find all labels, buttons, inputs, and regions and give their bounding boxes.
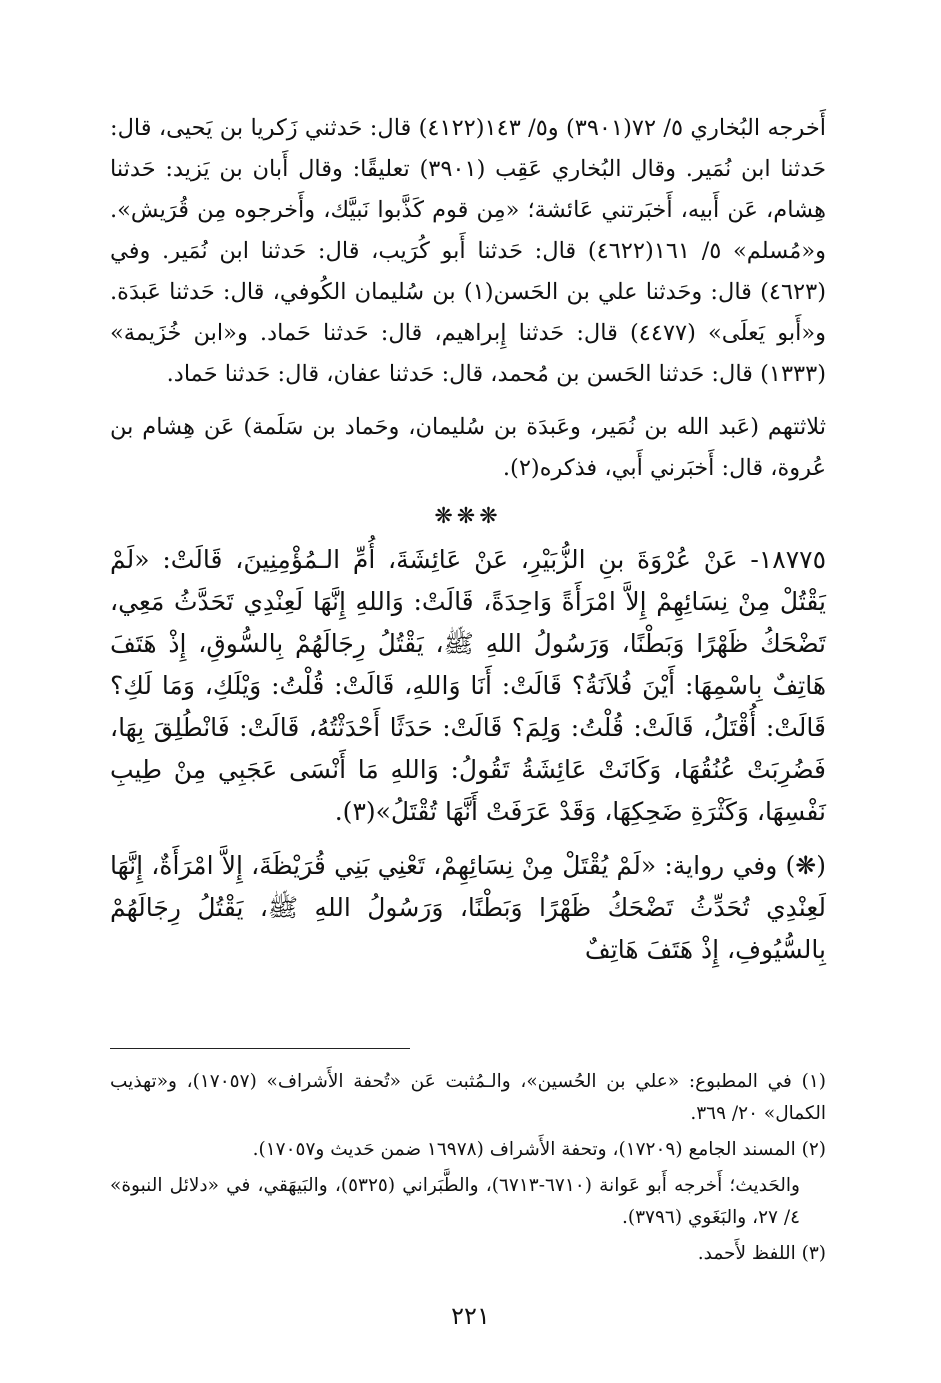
footnote-3: (٣) اللفظ لأَحمد. [697, 1243, 826, 1264]
footnote-divider [110, 1048, 410, 1049]
takhrij-section [110, 108, 826, 489]
footnotes [110, 1066, 826, 1270]
hadith-riwaya: (❋) وفي رواية: «لَمْ يُقْتَلْ مِنْ نِسَائِهِمْ، تَعْنِي بَنِي قُرَيْظَةَ، إِلاَّ امْرَأَةٌ، إِنَّهَا لَعِنْدِي تُحَدِّثُ تَضْحَكُ ظَهْرًا وَبَطْنًا، وَرَسُولُ اللهِ ﷺ، يَقْتُلُ رِجَالَهُمْ بِالسُّيُوفِ، إِذْ هَتَفَ هَاتِفٌ [110, 851, 826, 964]
footnote-2: (٢) المسند الجامع (١٧٢٠٩)، وتحفة الأَشراف (١٦٩٧٨ ضمن حَديث و١٧٠٥٧). [252, 1139, 826, 1160]
hadith-text: ١٨٧٧٥- عَنْ عُرْوَةَ بنِ الزُّبَيْرِ، عَنْ عَائِشَةَ، أُمِّ الـمُؤْمِنِينَ، قَالَتْ: «لَمْ يَقْتُلْ مِنْ نِسَائِهِمْ إِلاَّ امْرَأَةً وَاحِدَةً، قَالَتْ: وَاللهِ إِنَّهَا لَعِنْدِي تَحَدَّثُ مَعِي، تَضْحَكُ ظَهْرًا وَبَطْنًا، وَرَسُولُ اللهِ ﷺ، يَقْتُلُ رِجَالَهُمْ بِالسُّوقِ، إِذْ هَتَفَ هَاتِفٌ بِاسْمِهَا: أَيْنَ فُلاَنَةُ؟ قَالَتْ: أَنَا وَاللهِ، قَالَتْ: قُلْتُ: وَيْلَكِ، وَمَا لَكِ؟ قَالَتْ: أُقْتَلُ، قَالَتْ: قُلْتُ: وَلِمَ؟ قَالَتْ: حَدَثًا أَحْدَثْتُهُ، قَالَتْ: فَانْطُلِقَ بِهَا، فَضُرِبَتْ عُنُقُهَا، وَكَانَتْ عَائِشَةُ تَقُولُ: وَاللهِ مَا أَنْسَى عَجَبِي مِنْ طِيبِ نَفْسِهَا، وَكَثْرَةِ ضَحِكِهَا، وَقَدْ عَرَفَتْ أَنَّهَا تُقْتَلُ»(٣). [110, 545, 827, 826]
section-separator: ❋❋❋ [434, 504, 502, 529]
page-content [110, 108, 826, 971]
footnote-2-continued: والحَديث؛ أَخرجه أَبو عَوانة (٦٧١٠-٦٧١٣)، والطَّبَراني (٥٣٢٥)، والبَيهَقي، في «دلائل النبوة» ٤/ ٢٧، والبَغَوي (٣٧٩٦). [110, 1175, 800, 1228]
hadith-section [110, 539, 826, 971]
page-number: ٢٢١ [451, 1302, 490, 1330]
takhrij-paragraph-1: أَخرجه البُخاري ٥/ ٧٢(٣٩٠١) و٥/ ١٤٣(٤١٢٢) قال: حَدثني زَكريا بن يَحيى، قال: حَدثنا ابن نُمَير. وقال البُخاري عَقِب (٣٩٠١) تعليقًا: وقال أَبان بن يَزيد: حَدثنا هِشام، عَن أَبيه، أَخبَرتني عَائشة؛ «مِن قوم كَذَّبوا نَبيَّك، وأَخرجوه مِن قُرَيش». و«مُسلم» ٥/ ١٦١(٤٦٢٢) قال: حَدثنا أَبو كُرَيب، قال: حَدثنا ابن نُمَير. وفي (٤٦٢٣) قال: وحَدثنا علي بن الحَسن(١) بن سُليمان الكُوفي، قال: حَدثنا عَبدَة. و«أَبو يَعلَى» (٤٤٧٧) قال: حَدثنا إِبراهيم، قال: حَدثنا حَماد. و«ابن خُزَيمة» (١٣٣٣) قال: حَدثنا الحَسن بن مُحمد، قال: حَدثنا عفان، قال: حَدثنا حَماد. [110, 115, 827, 387]
takhrij-paragraph-2: ثلاثتهم (عَبد الله بن نُمَير، وعَبدَة بن سُليمان، وحَماد بن سَلَمة) عَن هِشام بن عُروة، قال: أَخبَرني أَبي، فذكره(٢). [110, 414, 826, 481]
footnote-1: (١) في المطبوع: «علي بن الحُسين»، والـمُثبت عَن «تُحفة الأَشراف» (١٧٠٥٧)، و«تهذيب الكمال» ٢٠/ ٣٦٩. [110, 1071, 827, 1124]
